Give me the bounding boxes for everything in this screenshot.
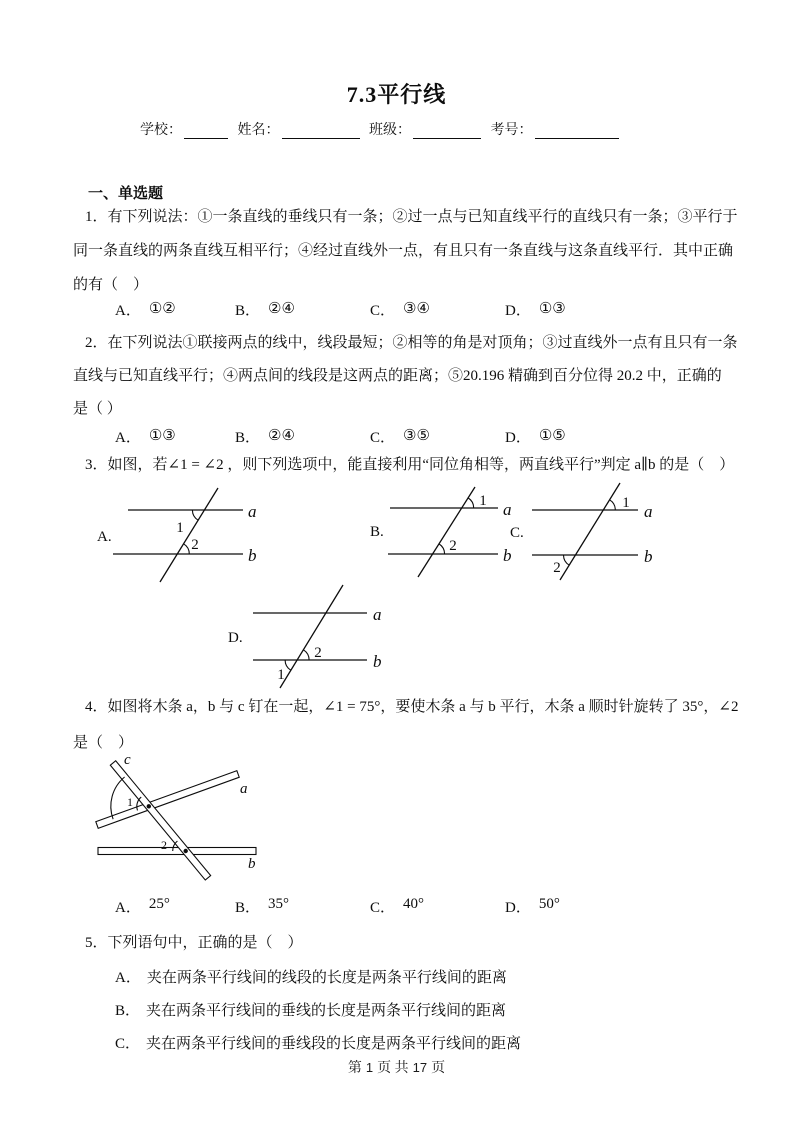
q3-figure-c — [505, 475, 667, 590]
q2-option-a-label: A． — [115, 430, 141, 446]
q4-label-b: b — [248, 856, 256, 872]
q5-option-b-label: B． — [115, 1003, 141, 1019]
q5-option-c-label: C． — [115, 1036, 141, 1052]
footer-total-pages: 17 — [412, 1060, 428, 1075]
q3a-angle2-arc — [184, 544, 190, 554]
q2-option-b — [235, 426, 370, 447]
q4-options — [115, 896, 560, 917]
q1-option-d-text: ①③ — [538, 301, 566, 317]
q2-option-d-text: ①⑤ — [538, 428, 566, 444]
q2-line-3: 是（ ） — [73, 401, 122, 417]
q3-line-1: 3．如图，若∠1 = ∠2 ，则下列选项中，能直接利用“同位角相等，两直线平行”判定 a∥b 的是（ ） — [85, 457, 735, 473]
q2-options — [115, 426, 566, 447]
q2-option-b-text: ②④ — [268, 428, 295, 444]
q3c-label-a: a — [644, 502, 653, 521]
q4-option-d-text: 50° — [538, 896, 560, 912]
q4-option-d — [505, 896, 560, 917]
q3-figure-b-letter: B. — [370, 524, 384, 540]
school-label: 学校： — [140, 123, 182, 138]
q3c-angle1-arc — [610, 500, 616, 510]
q3b-angle2-arc — [439, 544, 445, 554]
q2-option-d-label: D． — [505, 430, 531, 446]
q2-option-c-text: ③⑤ — [403, 428, 430, 444]
q3c-label-b: b — [644, 547, 653, 566]
q3d-angle2-arc — [303, 650, 309, 660]
name-field — [238, 119, 366, 139]
name-label: 姓名： — [237, 123, 280, 138]
q4-option-c-label: C． — [370, 900, 396, 916]
q4-line-1: 4．如图将木条 a，b 与 c 钉在一起，∠1 = 75°，要使木条 a 与 b 平行，木条 a 顺时针旋转了 35°，∠2 — [85, 699, 739, 715]
q4-strip-a — [96, 771, 239, 829]
q5-option-a-label: A． — [115, 970, 141, 986]
q3-figure-d — [225, 580, 395, 695]
q2-line-1: 2．在下列说法①联接两点的线中，线段最短；②相等的角是对顶角；③过直线外一点有且只有一条 — [85, 335, 738, 351]
q5-option-c — [115, 1032, 521, 1053]
q4-option-c — [370, 896, 505, 917]
q5-option-b-text: 夹在两条平行线间的垂线的长度是两条平行线间的距离 — [146, 1003, 507, 1019]
q5-option-a — [115, 966, 507, 987]
q5-option-b — [115, 999, 506, 1020]
footer-label-after: 页 — [431, 1061, 446, 1076]
q3b-label-b: b — [503, 546, 512, 565]
q1-option-c-text: ③④ — [403, 301, 430, 317]
q2-line-2: 直线与已知直线平行；④两点间的线段是这两点的距离；⑤20.196 精确到百分位得 20.2 中，正确的 — [73, 368, 722, 384]
q3a-angle1-label: 1 — [176, 520, 184, 536]
section-title: 一、单选题 — [88, 186, 164, 202]
q2-option-b-label: B． — [235, 430, 261, 446]
q3a-angle1-arc — [192, 510, 198, 520]
q3d-angle1-arc — [285, 660, 291, 670]
q3-figure-d-letter: D. — [228, 630, 243, 646]
exam-no-field — [491, 119, 625, 139]
q4-strip-c — [110, 761, 210, 880]
q1-line-1: 1．有下列说法：①一条直线的垂线只有一条；②过一点与已知直线平行的直线只有一条；③平行于 — [85, 209, 738, 225]
q3-figure-b — [360, 478, 520, 590]
q3b-transversal — [418, 487, 475, 577]
q3a-label-b: b — [248, 546, 257, 565]
class-label: 班级： — [369, 123, 411, 138]
q4-option-a — [115, 896, 235, 917]
q4-option-a-label: A． — [115, 900, 141, 916]
q1-option-b — [235, 299, 370, 320]
q4-option-c-text: 40° — [403, 896, 425, 912]
q3a-angle2-label: 2 — [191, 537, 199, 553]
q1-option-b-text: ②④ — [268, 301, 295, 317]
q5-option-c-text: 夹在两条平行线间的垂线段的长度是两条平行线间的距离 — [146, 1036, 522, 1052]
q5-line-1: 5．下列语句中，正确的是（ ） — [85, 935, 303, 951]
q1-option-a-label: A． — [115, 303, 141, 319]
q1-option-c — [370, 299, 505, 320]
q4-option-b-label: B． — [235, 900, 261, 916]
q1-options — [115, 299, 566, 320]
school-blank-line — [184, 123, 228, 139]
footer-page-number: 1 — [365, 1060, 374, 1075]
q1-option-d-label: D． — [505, 303, 531, 319]
q1-option-a — [115, 299, 235, 320]
school-field — [140, 119, 234, 139]
q3d-label-b: b — [373, 652, 382, 671]
exam-no-blank-line — [535, 123, 619, 139]
q3-figure-a-letter: A. — [97, 529, 112, 545]
q4-option-b-text: 35° — [268, 896, 290, 912]
q4-option-a-text: 25° — [148, 896, 170, 912]
q4-angle2-label: 2 — [161, 838, 167, 852]
q3d-transversal — [280, 585, 343, 688]
q4-angle1-label: 1 — [127, 795, 133, 809]
q3-figure-c-letter: C. — [510, 525, 524, 541]
q4-figure — [88, 750, 283, 895]
q3d-label-a: a — [373, 605, 382, 624]
q3b-angle2-label: 2 — [449, 538, 457, 554]
q1-line-2: 同一条直线的两条直线互相平行；④经过直线外一点，有且只有一条直线与这条直线平行．其中正确 — [73, 243, 734, 259]
q3d-angle2-label: 2 — [314, 645, 322, 661]
q3b-angle1-arc — [468, 498, 474, 508]
q3b-angle1-label: 1 — [479, 493, 487, 509]
q4-option-d-label: D． — [505, 900, 531, 916]
q3c-angle1-label: 1 — [622, 495, 630, 511]
q2-option-c — [370, 426, 505, 447]
q1-option-d — [505, 299, 566, 320]
q4-option-b — [235, 896, 370, 917]
q1-option-c-label: C． — [370, 303, 396, 319]
q2-option-a — [115, 426, 235, 447]
q3c-angle2-arc — [564, 555, 570, 565]
q2-option-a-text: ①③ — [148, 428, 176, 444]
q3b-label-a: a — [503, 500, 512, 519]
q1-option-b-label: B． — [235, 303, 261, 319]
q3c-angle2-label: 2 — [553, 560, 561, 576]
class-blank-line — [413, 123, 481, 139]
q3a-transversal — [160, 488, 218, 582]
class-field — [369, 119, 487, 139]
q3d-angle1-label: 1 — [277, 667, 285, 683]
page-footer — [0, 1057, 793, 1077]
q4-label-c: c — [124, 752, 131, 768]
page-title: 7.3平行线 — [346, 82, 447, 107]
student-info-row — [140, 119, 625, 139]
name-blank-line — [282, 123, 360, 139]
footer-label-before: 第 — [347, 1061, 362, 1076]
exam-no-label: 考号： — [490, 123, 533, 138]
q4-pin-ac — [147, 804, 151, 808]
q4-label-a: a — [240, 781, 248, 797]
q5-option-a-text: 夹在两条平行线间的线段的长度是两条平行线间的距离 — [146, 970, 507, 986]
footer-label-mid: 页 共 — [377, 1061, 409, 1076]
q4-strip-b — [98, 848, 256, 855]
q1-option-a-text: ①② — [148, 301, 176, 317]
q4-pin-bc — [184, 849, 188, 853]
q1-line-3: 的有（ ） — [73, 277, 149, 293]
q2-option-c-label: C． — [370, 430, 396, 446]
q3a-label-a: a — [248, 502, 257, 521]
q4-line-2: 是（ ） — [73, 735, 134, 751]
q2-option-d — [505, 426, 566, 447]
